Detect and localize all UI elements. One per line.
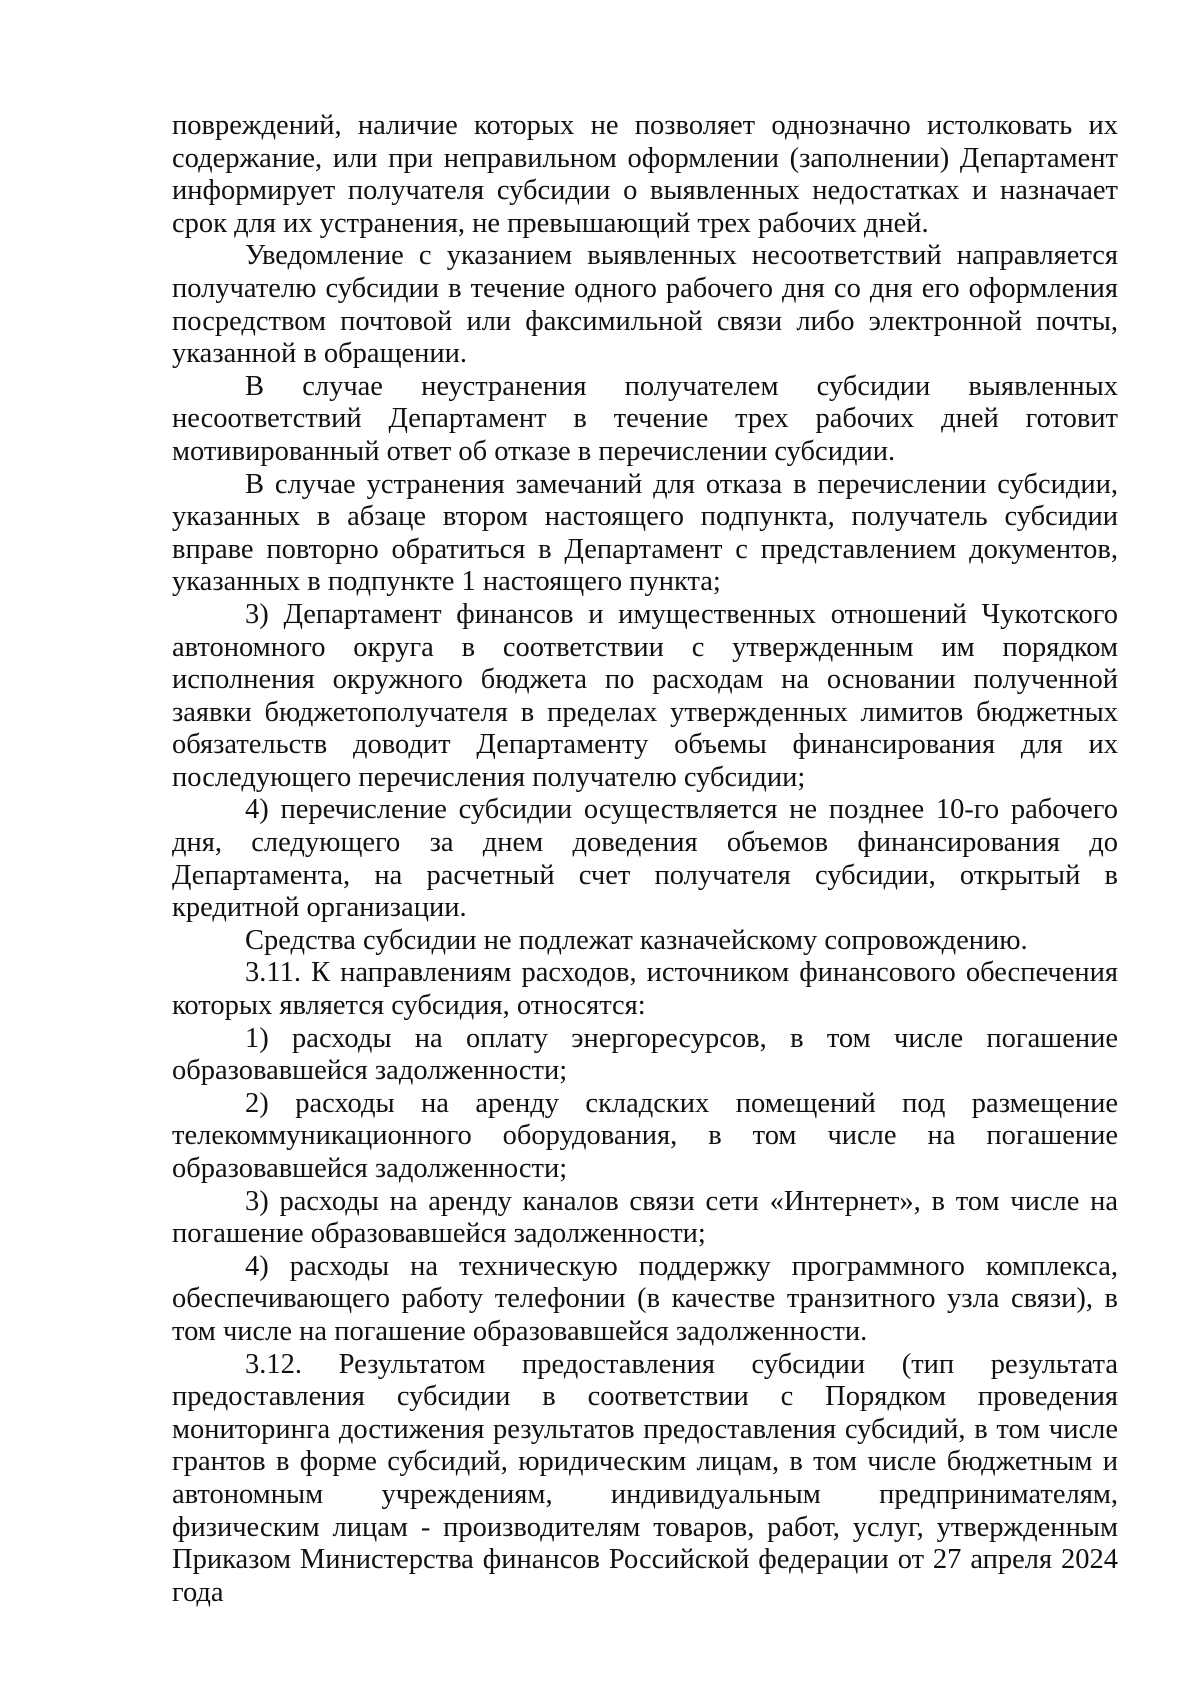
paragraph-notification: Уведомление с указанием выявленных несоответствий направляется получателю субсидии в течение одного рабочего дня со дня его оформления посредством почтовой или факсимильной связи либо электронной почты, указанной в обращении. [172, 240, 1118, 370]
list-item-internet-channels: 3) расходы на аренду каналов связи сети «Интернет», в том числе на погашение образовавшейся задолженности; [172, 1185, 1118, 1250]
paragraph-section-3-11: 3.11. К направлениям расходов, источником финансового обеспечения которых является субсидия, относятся: [172, 957, 1118, 1022]
paragraph-section-3-12: 3.12. Результатом предоставления субсидии (тип результата предоставления субсидии в соответствии с Порядком проведения мониторинга достижения результатов предоставления субсидий, в том числе грантов в форме субсидий, юридическим лицам, в том числе бюджетным и автономным учреждениям, индивидуальным предпринимателям, физическим лицам - производителям товаров, работ, услуг, утвержденным Приказом Министерства финансов Российской федерации от 27 апреля 2024 года [172, 1348, 1118, 1608]
list-item-energy-expenses: 1) расходы на оплату энергоресурсов, в том числе погашение образовавшейся задолженности; [172, 1022, 1118, 1087]
paragraph-non-elimination: В случае неустранения получателем субсидии выявленных несоответствий Департамент в течение трех рабочих дней готовит мотивированный ответ об отказе в перечислении субсидии. [172, 370, 1118, 467]
list-item-warehouse-rent: 2) расходы на аренду складских помещений под размещение телекоммуникационного оборудования, в том числе на погашение образовавшейся задолженности; [172, 1087, 1118, 1184]
paragraph-treasury-support: Средства субсидии не подлежат казначейскому сопровождению. [245, 924, 1028, 956]
paragraph-item-3-finance-department: 3) Департамент финансов и имущественных отношений Чукотского автономного округа в соответствии с утвержденным им порядком исполнения окружного бюджета по расходам на основании полученной заявки бюджетополучателя в пределах утвержденных лимитов бюджетных обязательств доводит Департаменту объемы финансирования для их последующего перечисления получателю субсидии; [172, 598, 1118, 793]
document-page [172, 110, 1118, 1609]
paragraph-elimination: В случае устранения замечаний для отказа в перечислении субсидии, указанных в абзаце втором настоящего подпункта, получатель субсидии вправе повторно обратиться в Департамент с представлением документов, указанных в подпункте 1 настоящего пункта; [172, 468, 1118, 598]
paragraph-item-4-transfer: 4) перечисление субсидии осуществляется не позднее 10-го рабочего дня, следующего за днем доведения объемов финансирования до Департамента, на расчетный счет получателя субсидии, открытый в кредитной организации. [172, 794, 1118, 924]
list-item-technical-support: 4) расходы на техническую поддержку программного комплекса, обеспечивающего работу телефонии (в качестве транзитного узла связи), в том числе на погашение образовавшейся задолженности. [172, 1250, 1118, 1347]
paragraph-damage-notice: повреждений, наличие которых не позволяет однозначно истолковать их содержание, или при неправильном оформлении (заполнении) Департамент информирует получателя субсидии о выявленных недостатках и назначает срок для их устранения, не превышающий трех рабочих дней. [172, 110, 1118, 239]
